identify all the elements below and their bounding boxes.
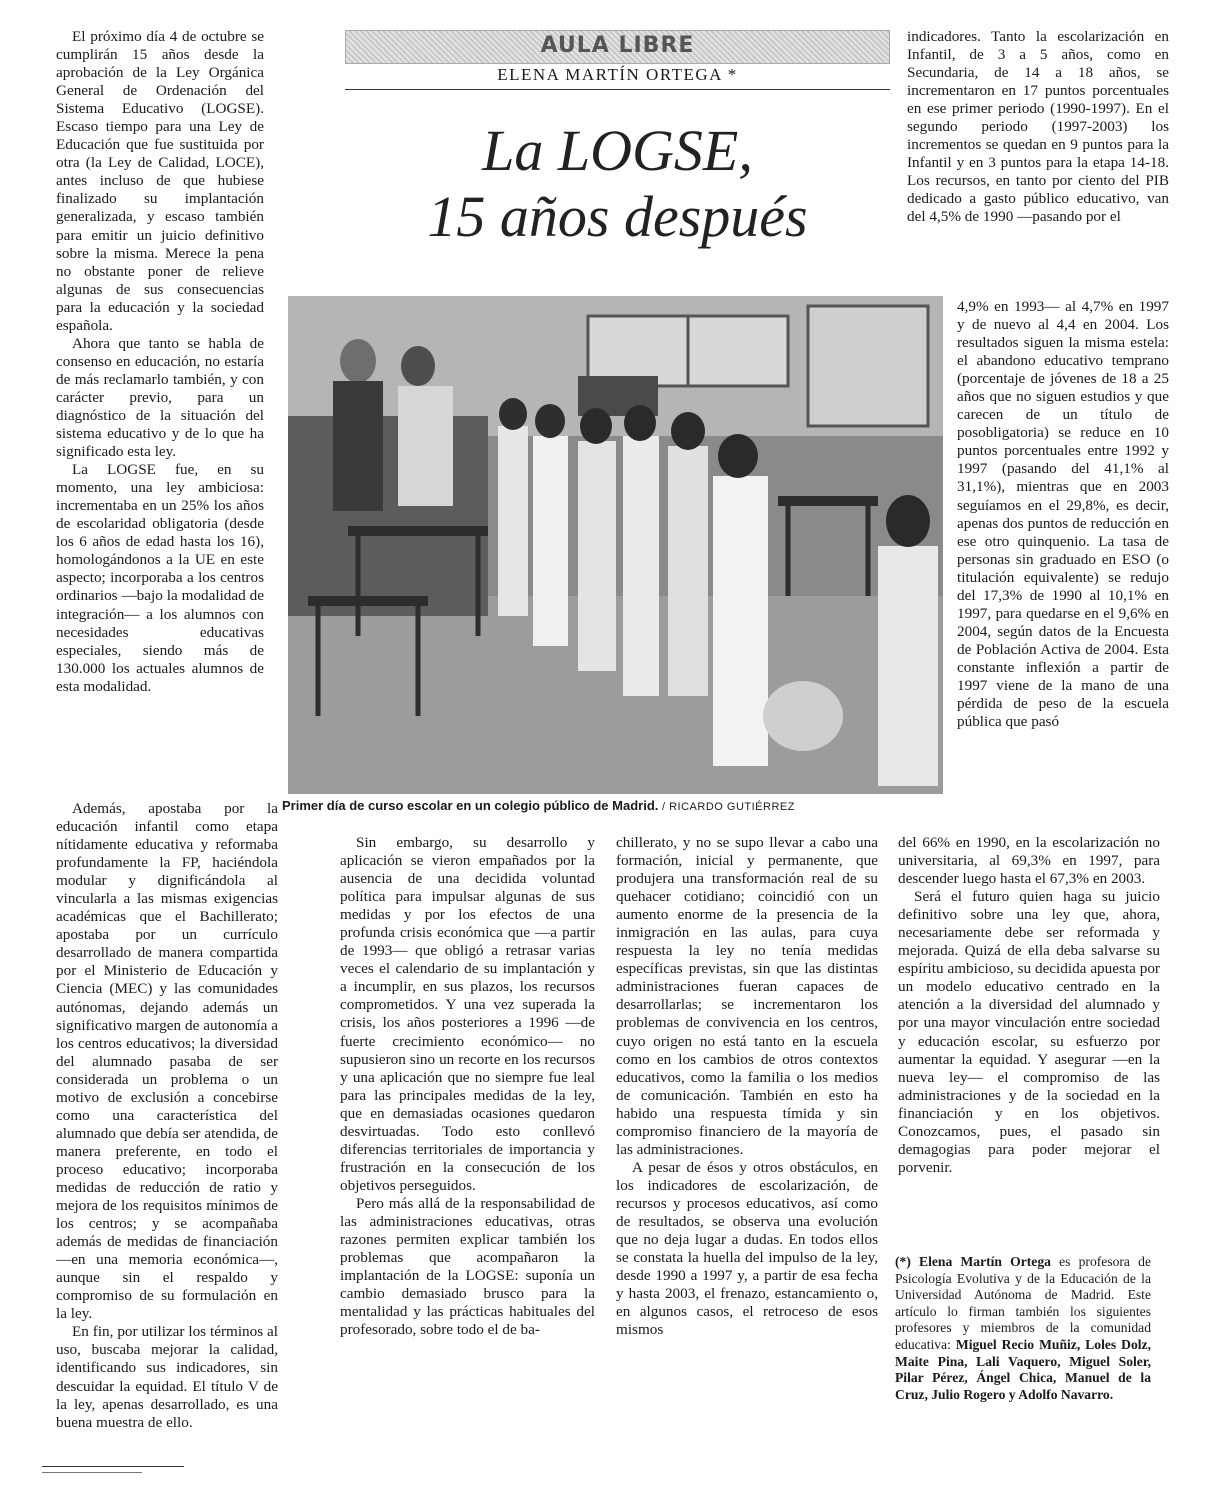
photo-caption-text: Primer día de curso escolar en un colegio público de Madrid.: [282, 798, 659, 813]
section-header: [345, 30, 890, 64]
paragraph: Sin embargo, su desarrollo y aplicación se vieron empañados por la ausencia de una decidida voluntad política para impulsar algunas de sus medidas y por los efectos de una profunda crisis económica que —a partir de 1993— que obligó a retrasar varias veces el calendario de su implantación y a incumplir, en sus plazos, los recursos comprometidos. Y una vez superada la crisis, los años posteriores a 1996 —de fuerte crecimiento económico— no supusieron sino un recorte en los recursos y una aplicación que no siempre fue leal para las principales medidas de la ley, que en demasiadas ocasiones quedaron desvirtuadas. Todo esto conllevó diferencias territoriales de importancia y frustración en la consecución de los objetivos perseguidos.: [340, 834, 595, 1194]
article-column-4-top: [907, 28, 1169, 227]
footnote-text: es profesora de Psicología Evolutiva y de la Educación de la Universidad Autónoma de Madrid. Este artículo lo firman también los siguientes profesores y miembros de la comunidad educativa:: [895, 1254, 1151, 1352]
paragraph: En fin, por utilizar los términos al uso, buscaba mejorar la calidad, identificando sus indicadores, sin descuidar la equidad. El título V de la ley, apenas desarrollado, es una buena muestra de ello.: [56, 1323, 278, 1431]
headline-line-2: 15 años después: [427, 184, 808, 249]
byline: ELENA MARTÍN ORTEGA *: [497, 65, 738, 84]
article-column-2: [340, 834, 595, 1339]
article-column-1: [56, 28, 264, 696]
photo-credit: / RICARDO GUTIÉRREZ: [662, 801, 795, 813]
paragraph: Pero más allá de la responsabilidad de las administraciones educativas, otras razones permiten explicar también los problemas que acompañaron la implantación de la LOGSE: suponía un cambio demasiado brusco para la mentalidad y las prácticas habituales del profesorado, sobre todo el de ba-: [340, 1194, 595, 1339]
article-column-1-lower: [56, 800, 278, 1432]
article-column-4-bottom: [898, 834, 1160, 1177]
bottom-rule: [42, 1466, 184, 1467]
footnote-marker: (*): [895, 1254, 911, 1269]
paragraph: Será el futuro quien haga su juicio definitivo sobre una ley que, ahora, necesariamente debe ser reformada y mejorada. Quizá de ella deba salvarse su espíritu ambicioso, su decidida apuesta por un modelo educativo centrado en la atención a la diversidad del alumnado y por una mayor vinculación entre sociedad y educación escolar, su esfuerzo por aumentar la equidad. Y asegurar —en la nueva ley— el compromiso de las administraciones y de la sociedad en la financiación y en los objetivos. Conozcamos, pues, el pasado sin demagogias para poder mejorar el porvenir.: [898, 888, 1160, 1176]
paragraph: La LOGSE fue, en su momento, una ley ambiciosa: incrementaba en un 25% los años de escolaridad obligatoria (desde los 6 años de edad hasta los 16), homologándonos a la UE en este aspecto; incorporaba a los centros ordinarios —bajo la modalidad de integración— a los alumnos con necesidades educativas especiales, siendo más de 130.000 los actuales alumnos de esta modalidad.: [56, 461, 264, 695]
paragraph: A pesar de ésos y otros obstáculos, en los indicadores de escolarización, de recursos y procesos educativos, así como de resultados, se observa una evolución que no deja lugar a dudas. En todos ellos se constata la huella del impulso de la ley, desde 1990 a 1997 y, a partir de esa fecha y hasta 2003, el frenazo, estancamiento o, en algunos casos, el retroceso de esos mismos: [616, 1158, 878, 1339]
photo-caption: [282, 798, 942, 815]
paragraph: del 66% en 1990, en la escolarización no universitaria, al 69,3% en 1997, para descender luego hasta el 67,3% en 2003.: [898, 834, 1160, 888]
article-column-3: [616, 834, 878, 1339]
section-title: AULA LIBRE: [540, 33, 695, 58]
byline-rule: [345, 89, 890, 90]
paragraph: indicadores. Tanto la escolarización en Infantil, de 3 a 5 años, como en Secundaria, de 14 a 18 años, se incrementaron en 17 puntos porcentuales en ese primer periodo (1990-1997). En el segundo periodo (1997-2003) los incrementos se quedan en 9 puntos para la Infantil y en 3 puntos para la etapa 14-18. Los recursos, en tanto por ciento del PIB dedicado a gasto público educativo, van del 4,5% de 1990 —pasando por el: [907, 28, 1169, 226]
headline-line-1: La LOGSE,: [482, 118, 753, 183]
classroom-photo-image: [288, 296, 943, 794]
paragraph: 4,9% en 1993— al 4,7% en 1997 y de nuevo al 4,4 en 2004. Los resultados siguen la misma estela: el abandono educativo temprano (porcentaje de jóvenes de 18 a 25 años que no siguen estudios y que carecen de un título de posobligatoria) se reduce en 10 puntos porcentuales entre 1992 y 1997 (pasando del 41,1% al 31,1%), mientras que en 2003 seguíamos en el 29,8%, es decir, apenas dos puntos de reducción en ese otro quinquenio. La tasa de personas sin graduado en ESO (o titulación equivalente) se redujo del 17,3% de 1990 al 10,1% en 1997, para quedarse en el 9,6% en 2004, según datos de la Encuesta de Población Activa de 2004. Esta constante inflexión a partir de 1997 viene de la mano de una pérdida de peso de la escuela pública que pasó: [957, 298, 1169, 731]
footnote-author: Elena Martín Ortega: [919, 1254, 1051, 1269]
paragraph: chillerato, y no se supo llevar a cabo una formación, inicial y permanente, que produjera una transformación real de su quehacer cotidiano; coincidió con un aumento enorme de la presencia de la inmigración en las aulas, para cuya respuesta la ley no tenía medidas específicas previstas, sin que las distintas administraciones fueran capaces de desarrollarlas; se incrementaron los problemas de convivencia en los centros, cuyo origen no está tanto en la escuela como en los cambios de otros contextos educativos, como la familia o los medios de comunicación. También en esto ha habido una respuesta tímida y sin compromiso financiero de la mayoría de las administraciones.: [616, 834, 878, 1158]
paragraph: Ahora que tanto se habla de consenso en educación, no estaría de más reclamarlo también, y con carácter previo, para un diagnóstico de la situación del sistema educativo y de lo que ha significado esta ley.: [56, 334, 264, 461]
author-footnote: [895, 1254, 1151, 1403]
headline: [345, 118, 890, 250]
classroom-photo: [288, 296, 943, 794]
bottom-rule-secondary: [42, 1472, 142, 1473]
footnote-cosigners: Miguel Recio Muñiz, Loles Dolz, Maite Pina, Lali Vaquero, Miguel Soler, Pilar Pérez, Ángel Chica, Manuel de la Cruz, Julio Rogero y Adolfo Navarro.: [895, 1336, 1151, 1402]
paragraph: El próximo día 4 de octubre se cumplirán 15 años desde la aprobación de la Ley Orgánica General de Ordenación del Sistema Educativo (LOGSE). Escaso tiempo para una Ley de Educación que fue sustituida por otra (la Ley de Calidad, LOCE), antes incluso de que hubiese finalizado su implantación generalizada, y escaso también para emitir un juicio definitivo sobre la misma. Merece la pena no obstante poner de relieve algunas de sus consecuencias para la educación y la sociedad española.: [56, 28, 264, 334]
article-column-4-mid: [957, 298, 1169, 731]
paragraph: Además, apostaba por la educación infantil como etapa nítidamente educativa y reformaba profundamente la FP, haciéndola modular y dignificándola al vincularla a las mismas exigencias académicas que el Bachillerato; apostaba por un currículo desarrollado de manera compartida por el Ministerio de Educación y Ciencia (MEC) y las comunidades autónomas, dejando además un significativo margen de autonomía a los centros educativos; la diversidad del alumnado pasaba de ser considerada un problema o un motivo de exclusión a concebirse como una característica del alumnado que debía ser atendida, de manera preferente, en todo el proceso educativo; incorporaba medidas de reducción de ratio y mejora de los requisitos mínimos de los centros; y se acompañaba además de medidas de financiación —en una memoria económica—, aunque sin el respaldo y compromiso de su formulación en la ley.: [56, 800, 278, 1323]
